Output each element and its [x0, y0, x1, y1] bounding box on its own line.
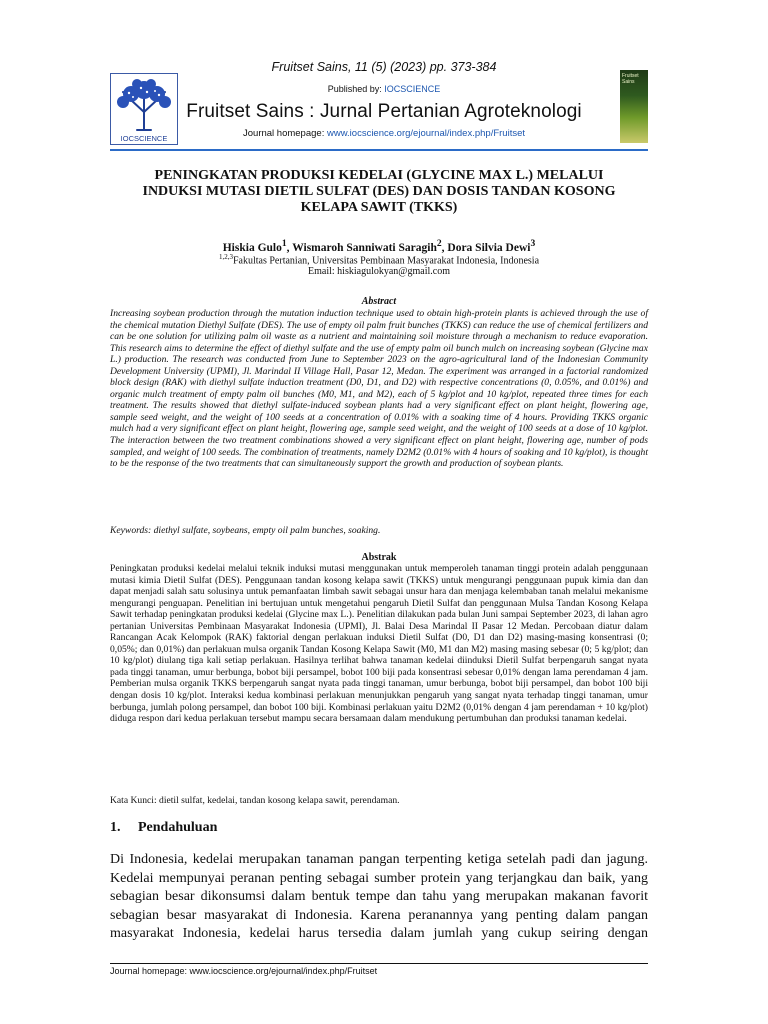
homepage-prefix: Journal homepage: [243, 128, 327, 139]
footer-homepage: Journal homepage: www.iocscience.org/ejournal/index.php/Fruitset [110, 966, 378, 976]
title-line: PENINGKATAN PRODUKSI KEDELAI (GLYCINE MAX L.) MELALUI [154, 168, 604, 183]
author-name: Dora Silvia Dewi [447, 241, 531, 254]
published-prefix: Published by: [327, 84, 385, 94]
homepage-link[interactable]: www.iocscience.org/ejournal/index.php/Fruitset [326, 128, 525, 139]
abstract-id-heading: Abstrak [361, 552, 397, 563]
author-sup: 1 [281, 238, 287, 249]
journal-title: Fruitset Sains : Jurnal Pertanian Agroteknologi [186, 101, 582, 122]
intro-paragraph: Di Indonesia, kedelai merupakan tanaman pangan terpenting ketiga setelah padi dan jagung. Kedelai mempunyai peranan penting sebagai sumber protein yang terjangkau dan baik, yang sebagian besar dikonsumsi dalam bentuk tempe dan tahu yang merupakan makanan favorit sebagian besar masyarakat di Indonesia. Karena peranannya yang penting dalam pangan masyarakat Indonesia, kedelai harus tersedia dalam jumlah yang cukup seiring dengan [110, 852, 648, 941]
author-name: Hiskia Gulo [222, 241, 282, 254]
author-name: Wismaroh Sanniwati Saragih [292, 241, 437, 254]
section-title: Pendahuluan [138, 820, 218, 835]
footer-rule [110, 963, 648, 964]
title-line: INDUKSI MUTASI DIETIL SULFAT (DES) DAN DOSIS TANDAN KOSONG [142, 184, 616, 199]
header-rule [110, 149, 648, 151]
title-line: KELAPA SAWIT (TKKS) [300, 200, 458, 215]
author-sup: 3 [530, 238, 536, 249]
published-by [0, 84, 768, 94]
abstract-id-text: Peningkatan produksi kedelai melalui teknik induksi mutasi menggunakan untuk memperoleh tanaman tinggi protein adalah penggunaan mutasi kimia Dietil Sulfat (DES). Penggunaan tandan kosong kelapa sawit (TKKS) untuk mengurangi penggunaan pupuk kimia dan dan dapat menjadi salah satu solusinya untuk pemanfaatan limbah sawit sebagai unsur hara dan menjaga kelembaban tanah melalui mekanisme mengurangi penguapan. Penelitian ini bertujuan untuk mengetahui pengaruh Dietil Sulfat dan penggunaan Mulsa Tandan Kosong Kelapa Sawit terhadap peningkatan produksi kedelai (Glycine max L.). Penelitian dilakukan pada bulan Juni sampai September 2023, di lahan agro pertanian Universitas Pembinaan Masyarakat Indonesia (UPMI), Jl. Balai Desa Marindal II Pasar 12 Medan. Percobaan diatur dalam Rancangan Acak Kelompok (RAK) faktorial dengan perlakuan induksi Dietil Sulfat (D0, D1 dan D2) masing-masing konsentrasi (0; 0,05%; dan 0,01%) dan perlakuan mulsa organik Tandan Kosong Kelapa Sawit (M0, M1 dan M2) masing masing sebesar (0; 5 kg/plot; dan 10 kg/plot) diulang tiga kali setiap perlakuan. Hasilnya terlihat bahwa tanaman kedelai diinduksi Dietil Sulfat berpengaruh sangat nyata pada tinggi tanaman, umur berbunga, bobot biji persampel, bobot 100 biji pada konsentrasi sebesar 0,01% dengan lama perendaman 4 jam. Pemberian mulsa organik TKKS berpengaruh sangat nyata pada tinggi tanaman, umur berbunga, bobot biji persampel, dan bobot 100 biji dengan dosis 10 kg/plot. Interaksi kedua kombinasi perlakuan menunjukkan pengaruh yang sangat nyata terhadap tinggi tanaman, umur berbunga, jumlah polong persampel, dan bobot 100 biji. Kombinasi perlakuan yaitu D2M2 (0,01% dengan 4 jam perendaman + 10 kg/plot) diduga respon dari kedua perlakuan tersebut mampu secara bersamaan dalam mendukung pertumbuhan dan produksi tanaman kedelai. [110, 563, 648, 725]
author-list: Hiskia Gulo$^1$, Wismaroh Sanniwati Saragih$^2$, Dora Silvia Dewi$^3$ [222, 238, 536, 254]
author-sup: 2 [436, 238, 442, 249]
journal-homepage [0, 128, 768, 139]
abstract-en-text: Increasing soybean production through the mutation induction technique used to obtain high-protein plants is achieved through the use of the chemical mutation Diethyl Sulfate (DES). The use of empty oil palm fruit bunches (TKKS) can reduce the use of chemical fertilizers and can be one solution for utilizing palm oil waste as a nutrient and maintaining soil moisture through a mechanism to reduce evaporation. This research aims to determine the effect of diethyl sulfate and the use of empty palm oil bunch mulch on increasing soybean (Glycine max L.) production. The research was conducted from June to September 2023 on the agro-agricultural land of the Indonesian Community Development University (UPMI), Jl. Marindal II Village Hall, Pasar 12, Medan. The experiment was arranged in a factorial randomized block design (RAK) with diethyl sulfate induction treatment (D0, D1, and D2) with respective concentrations (0, 0.05%, and 0.01%) and organic mulch treatment of empty palm oil bunches (M0, M1, and M2), each of 5 kg/plot and 10 kg/plot, repeated three times for each treatment. The results showed that diethyl sulfate-induced soybean plants had a very significant effect on plant height, flowering age, sample seed weight, and the weight of 100 seeds at a concentration of 0.01% with a soaking time of 4 hours. Providing TKKS organic mulch had a very significant effect on plant height, flowering age, sample seed weight, and the weight of 100 seeds at a dose of 10 kg/plot. The interaction between the two treatment combinations showed a very significant effect on plant height, flowering age, number of pods sampled, and weight of 100 seeds. The combination of treatments, namely D2M2 (0.01% with 4 hours of soaking and 10 kg/plot), is thought to be the response of the two treatments that can simultaneously support the growth and production of soybean plants. [110, 308, 648, 470]
logo-label: IOCSCIENCE [120, 134, 168, 143]
cover-title: Fruitset Sains [622, 73, 639, 85]
publisher-link[interactable]: IOCSCIENCE [384, 84, 441, 94]
keywords-en: Keywords: diethyl sulfate, soybeans, empty oil palm bunches, soaking. [110, 525, 381, 536]
keywords-id: Kata Kunci: dietil sulfat, kedelai, tandan kosong kelapa sawit, perendaman. [110, 795, 400, 806]
journal-citation: Fruitset Sains, 11 (5) (2023) pp. 373-384 [271, 60, 497, 74]
affiliation-text: Fakultas Pertanian, Universitas Pembinaan Masyarakat Indonesia, Indonesia [232, 255, 540, 267]
author-email: Email: hiskiagulokyan@gmail.com [308, 266, 450, 277]
affiliation-sup: 1,2,3 [218, 253, 233, 261]
section-number: 1. [110, 820, 121, 835]
paper-title [110, 168, 648, 216]
abstract-en-heading: Abstract [361, 296, 397, 307]
section-heading [110, 820, 217, 836]
affiliation [110, 253, 648, 266]
